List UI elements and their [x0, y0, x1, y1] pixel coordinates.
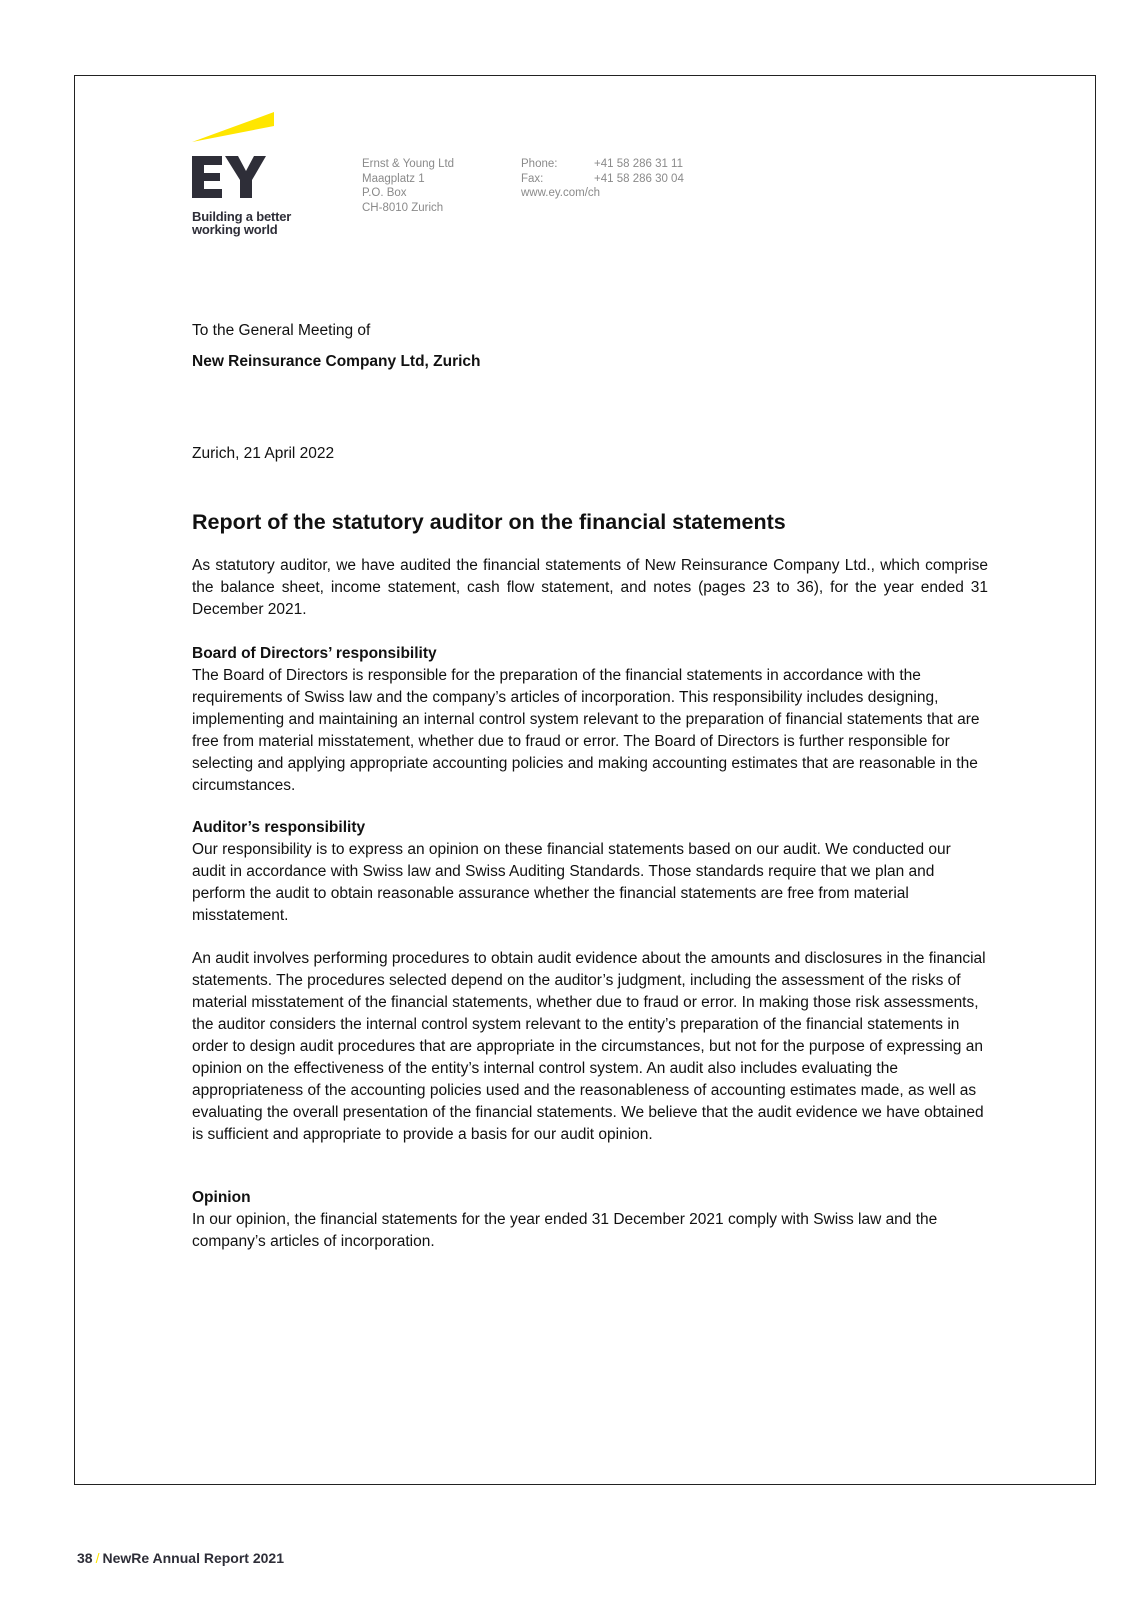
opinion-heading: Opinion [192, 1189, 251, 1206]
auditor-paragraph-1: Our responsibility is to express an opinion on these financial statements based on our audit. We conducted our audit in accordance with Swiss law and Swiss Auditing Standards. Those standards require that we plan and perform the audit to obtain reasonable assurance whether the financial statements are free from material misstatement. [192, 841, 951, 924]
auditor-contact [521, 157, 684, 201]
logo-tagline-line2: working world [192, 222, 278, 237]
logo-tagline-line1: Building a better [192, 209, 292, 224]
ey-letter-y [225, 156, 266, 198]
address-line: Maagplatz 1 [362, 172, 425, 185]
website-row [521, 186, 684, 201]
phone-value: +41 58 286 31 11 [594, 158, 683, 170]
auditor-heading: Auditor’s responsibility [192, 819, 366, 836]
fax-value: +41 58 286 30 04 [594, 172, 684, 185]
address-line: CH-8010 Zurich [362, 201, 444, 214]
footer-separator: / [95, 1550, 100, 1566]
website-link[interactable]: www.ey.com/ch [521, 187, 601, 200]
fax-label: Fax: [521, 172, 544, 185]
logo-tagline [192, 210, 332, 236]
board-heading: Board of Directors’ responsibility [192, 645, 437, 662]
fax-row [521, 172, 684, 187]
opinion-paragraph: In our opinion, the financial statements for the year ended 31 December 2021 comply with Swiss law and the company’s articles of incorporation. [192, 1211, 938, 1250]
page-footer [77, 1550, 284, 1566]
ey-logo [192, 112, 304, 242]
phone-label: Phone: [521, 158, 558, 170]
recipient-company: New Reinsurance Company Ltd, Zurich [192, 353, 481, 370]
recipient-line: To the General Meeting of [192, 322, 371, 339]
auditor-paragraph-2: An audit involves performing procedures to obtain audit evidence about the amounts and disclosures in the financial statements. The procedures selected depend on the auditor’s judgment, including the assessment of the risks of material misstatement of the financial statements, whether due to fraud or error. In making those risk assessments, the auditor considers the internal control system relevant to the entity’s preparation of the financial statements in order to design audit procedures that are appropriate in the circumstances, but not for the purpose of expressing an opinion on the effectiveness of the entity’s internal control system. An audit also includes evaluating the appropriateness of the accounting policies used and the reasonableness of accounting estimates made, as well as evaluating the overall presentation of the financial statements. We believe that the audit evidence we have obtained is sufficient and appropriate to provide a basis for our audit opinion. [192, 950, 986, 1143]
ey-logo-mark [192, 112, 304, 208]
ey-beam-icon [192, 112, 274, 142]
report-name: NewRe Annual Report 2021 [102, 1550, 284, 1566]
ey-letter-e [192, 156, 222, 198]
address-line: Ernst & Young Ltd [362, 158, 455, 170]
phone-row [521, 157, 684, 172]
report-title: Report of the statutory auditor on the financial statements [192, 510, 786, 534]
auditor-address [362, 157, 454, 215]
address-line: P.O. Box [362, 187, 407, 200]
board-paragraph: The Board of Directors is responsible for the preparation of the financial statements in accordance with the requirements of Swiss law and the company’s articles of incorporation. This responsibility includes designing, implementing and maintaining an internal control system relevant to the preparation of financial statements that are free from material misstatement, whether due to fraud or error. The Board of Directors is further responsible for selecting and applying appropriate accounting policies and making accounting estimates that are reasonable in the circumstances. [192, 667, 980, 794]
report-date: Zurich, 21 April 2022 [192, 445, 335, 462]
intro-paragraph: As statutory auditor, we have audited the financial statements of New Reinsurance Company Ltd., which comprise the balance sheet, income statement, cash flow statement, and notes (pages 23 to 36), for the year ended 31 December 2021. [192, 557, 988, 618]
page-number: 38 [77, 1550, 93, 1566]
